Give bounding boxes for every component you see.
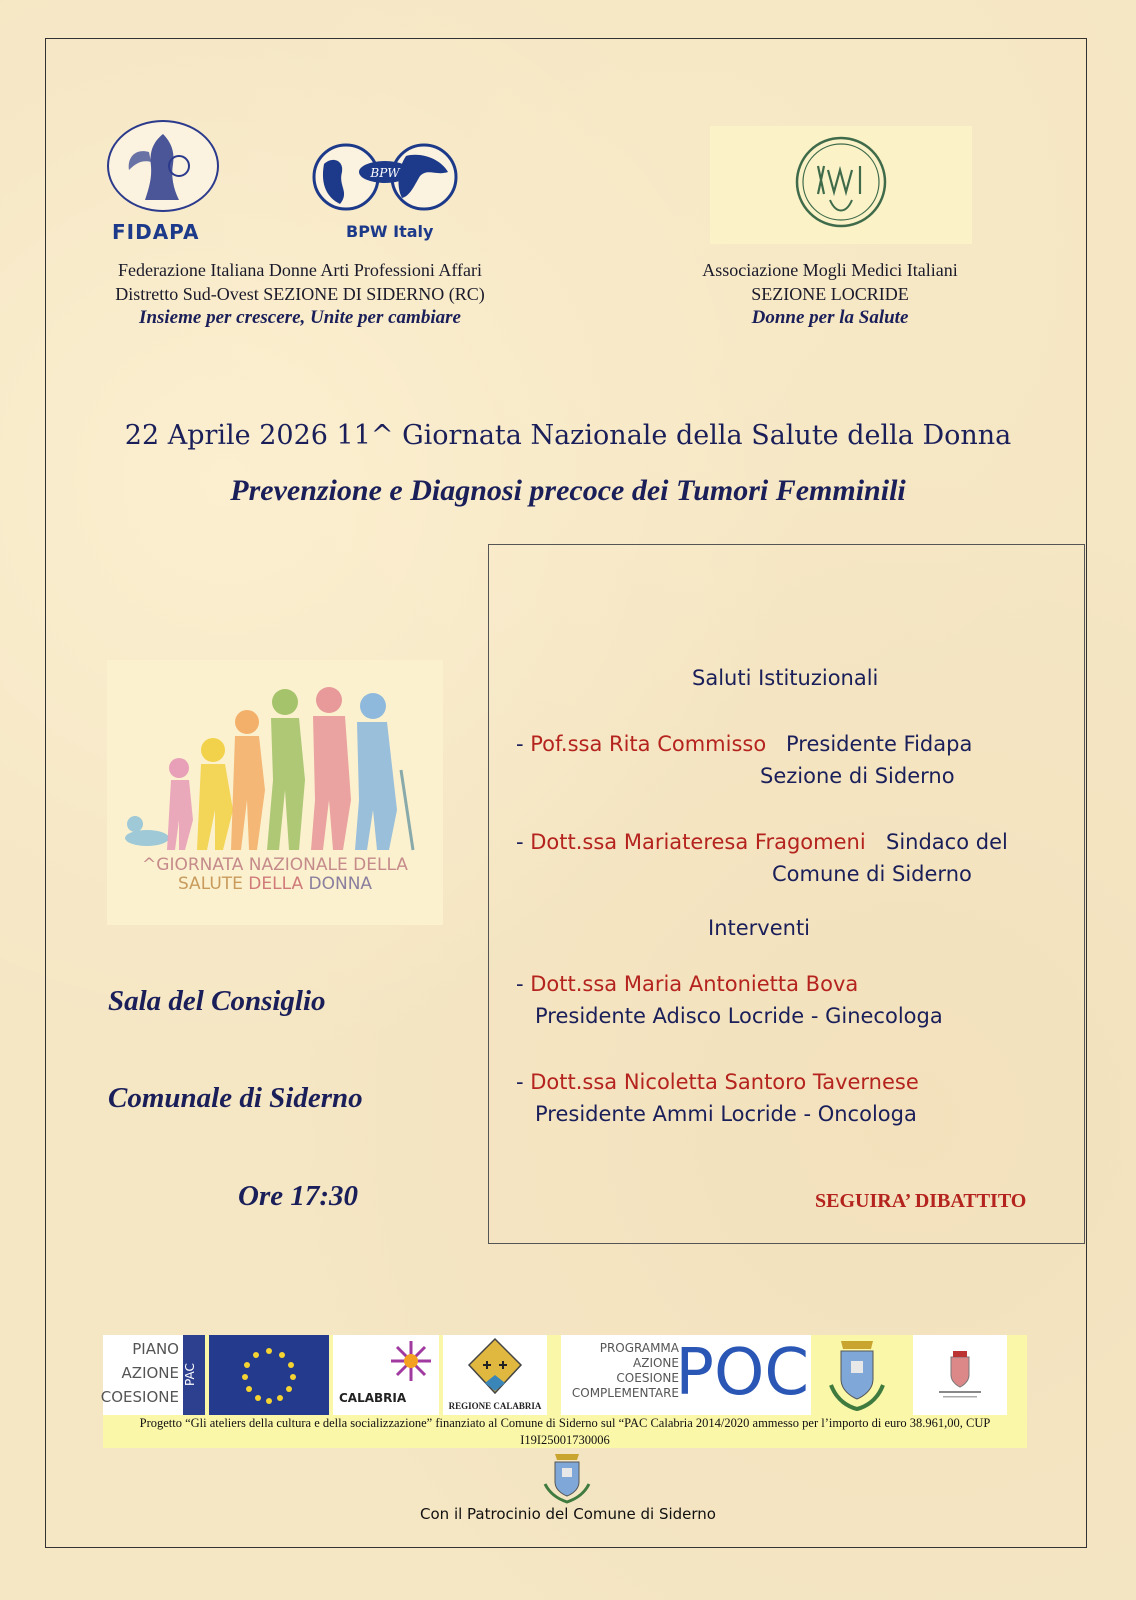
list-dash: -	[516, 732, 531, 756]
interventi-heading: Interventi	[708, 916, 811, 940]
winged-victory-icon	[109, 122, 217, 210]
poc-logo	[561, 1335, 811, 1415]
fidapa-logo	[107, 120, 219, 212]
fidapa-info	[80, 258, 520, 330]
federation-name: Federazione Italiana Donne Arti Professioni Affari	[117, 260, 483, 280]
ammi-info	[660, 258, 1000, 330]
venue-line1: Sala del Consiglio	[108, 985, 326, 1017]
calabria-logo	[333, 1335, 439, 1415]
calabria-label: CALABRIA	[339, 1391, 407, 1405]
speaker-2	[516, 826, 866, 858]
regione-label: REGIONE CALABRIA	[448, 1401, 542, 1411]
crest-icon	[535, 1452, 599, 1504]
women-health-day-illustration	[107, 660, 443, 925]
regione-calabria-logo	[443, 1335, 547, 1415]
eu-stars-icon	[209, 1335, 329, 1415]
speaker-3	[516, 968, 858, 1000]
speaker-4-role: Presidente Ammi Locride - Oncologa	[535, 1102, 917, 1126]
speaker-1-role: Presidente Fidapa	[786, 732, 973, 756]
speaker-1-section: Sezione di Siderno	[760, 764, 955, 788]
bpw-globe-label: BPW	[370, 166, 400, 180]
event-time: Ore 17:30	[238, 1180, 359, 1212]
federation-motto: Insieme per crescere, Unite per cambiare	[139, 307, 461, 328]
bpw-logo	[310, 142, 460, 212]
ammi-logo	[710, 126, 972, 244]
ammi-emblem-icon	[710, 126, 972, 244]
program-box	[488, 544, 1085, 1244]
list-dash: -	[516, 972, 531, 996]
siderno-crest	[817, 1335, 897, 1415]
poc-line1: PROGRAMMA	[599, 1341, 679, 1355]
globes-icon	[310, 142, 460, 212]
venue-line2: Comunale di Siderno	[108, 1082, 363, 1114]
illustration-caption	[107, 856, 443, 894]
fidapa-wordmark: FIDAPA	[112, 220, 200, 244]
pac-line2: AZIONE	[121, 1364, 179, 1382]
speaker-3-name: Dott.ssa Maria Antonietta Bova	[530, 972, 859, 996]
speaker-1-name: Pof.ssa Rita Commisso	[530, 732, 767, 756]
women-generations-icon	[107, 660, 443, 860]
closing-note: SEGUIRA’ DIBATTITO	[815, 1190, 1027, 1212]
caption-della: DELLA	[248, 874, 309, 894]
ammi-section: SEZIONE LOCRIDE	[751, 284, 909, 304]
eu-flag	[209, 1335, 329, 1415]
pac-side-label: PAC	[183, 1335, 205, 1415]
patronage-crest	[535, 1452, 599, 1504]
bpw-wordmark: BPW Italy	[346, 222, 434, 241]
event-subtitle: Prevenzione e Diagnosi precoce dei Tumori Femminili	[230, 474, 906, 507]
poc-line3: COESIONE	[616, 1371, 679, 1385]
ammi-name: Associazione Mogli Medici Italiani	[702, 260, 958, 280]
saluti-heading: Saluti Istituzionali	[692, 666, 879, 690]
event-date-title: 22 Aprile 2026 11^ Giornata Nazionale della Salute della Donna	[124, 420, 1012, 451]
caption-line2	[107, 875, 443, 894]
poc-line2: AZIONE	[633, 1356, 679, 1370]
project-funding-note: Progetto “Gli ateliers della cultura e della socializzazione” finanziato al Comune di Siderno sul “PAC Calabria 2014/2020 ammesso per l’importo di euro 38.961,00, CUP I19I25001730006	[139, 1416, 991, 1447]
speaker-3-role: Presidente Adisco Locride - Ginecologa	[535, 1004, 943, 1028]
pac-line1: PIANO	[132, 1340, 179, 1358]
list-dash: -	[516, 1070, 531, 1094]
speaker-2-org: Comune di Siderno	[772, 862, 972, 886]
pac-logo	[100, 1335, 205, 1415]
municipal-emblem-icon	[913, 1335, 1007, 1415]
federation-district: Distretto Sud-Ovest SEZIONE DI SIDERNO (RC)	[115, 284, 485, 304]
calabria-flower-icon	[333, 1335, 439, 1395]
speaker-2-name: Dott.ssa Mariateresa Fragomeni	[530, 830, 866, 854]
pac-line3: COESIONE	[100, 1388, 179, 1406]
speaker-2-role: Sindaco del	[886, 830, 1008, 854]
regione-shield-icon	[443, 1335, 547, 1401]
caption-donna: DONNA	[308, 874, 373, 894]
patronage-text: Con il Patrocinio del Comune di Siderno	[420, 1505, 716, 1523]
poc-wordmark: POC	[675, 1336, 809, 1410]
poc-line4: COMPLEMENTARE	[571, 1386, 679, 1400]
ammi-motto: Donne per la Salute	[751, 307, 909, 328]
speaker-4	[516, 1066, 919, 1098]
speaker-4-name: Dott.ssa Nicoletta Santoro Tavernese	[530, 1070, 919, 1094]
municipal-logo	[913, 1335, 1007, 1415]
caption-line1: ^GIORNATA NAZIONALE DELLA	[142, 855, 408, 875]
funding-logos-band	[100, 1335, 1027, 1448]
list-dash: -	[516, 830, 531, 854]
caption-salute: SALUTE	[177, 874, 249, 894]
speaker-1	[516, 728, 766, 760]
crest-icon	[817, 1335, 897, 1415]
